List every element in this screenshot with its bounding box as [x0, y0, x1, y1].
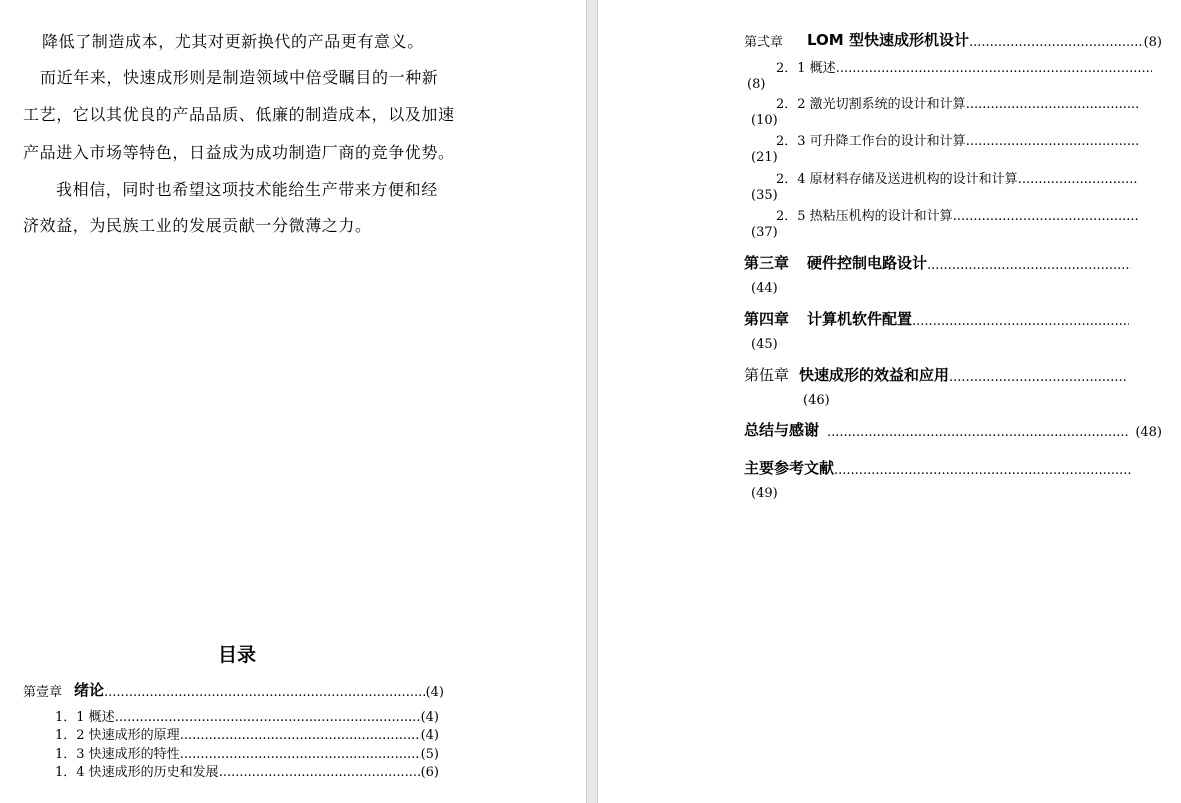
- summary-title: 总结与感谢: [744, 421, 820, 439]
- chapter-number: 第四章: [744, 310, 790, 328]
- section-label: 2．3 可升降工作台的设计和计算: [776, 134, 966, 149]
- toc-entry-references[interactable]: [744, 456, 1131, 478]
- toc-entry-section-2-3[interactable]: [776, 131, 1138, 149]
- leader-dots: [180, 728, 421, 743]
- toc-entry-section-2-5[interactable]: [776, 206, 1138, 224]
- leader-dots: [1018, 172, 1138, 187]
- paragraph-line-2: 而近年来，快速成形则是制造领域中倍受瞩目的一种新: [40, 68, 439, 87]
- toc-entry-section-2-2[interactable]: [776, 94, 1138, 112]
- chapter-title: 绪论: [74, 681, 105, 699]
- page-number: (44): [751, 281, 778, 296]
- paragraph-line-4: 产品进入市场等特色，日益成为成功制造厂商的竞争优势。: [23, 143, 455, 162]
- toc-entry-section-1-2[interactable]: [55, 725, 439, 743]
- page-number: (4): [425, 685, 444, 700]
- leader-dots: [115, 710, 421, 725]
- toc-entry-summary[interactable]: [744, 418, 1162, 440]
- section-label: 1．2 快速成形的原理: [55, 728, 180, 743]
- page-number: (4): [420, 710, 439, 725]
- toc-title: 目录: [218, 644, 257, 666]
- chapter-number: 第弍章: [744, 35, 784, 50]
- chapter-title: 快速成形的效益和应用: [799, 366, 950, 384]
- toc-entry-section-2-4[interactable]: [776, 169, 1138, 187]
- leader-dots: [953, 209, 1138, 224]
- toc-entry-section-1-4[interactable]: [55, 762, 439, 780]
- section-label: 2．4 原材料存储及送进机构的设计和计算: [776, 172, 1018, 187]
- toc-entry-chapter-5[interactable]: [744, 363, 1128, 385]
- page-number: (6): [420, 765, 439, 780]
- leader-dots: [836, 61, 1152, 76]
- leader-dots: [927, 258, 1131, 273]
- page-number: (48): [1135, 425, 1162, 440]
- chapter-number: 第伍章: [744, 366, 790, 384]
- section-label: 1．4 快速成形的历史和发展: [55, 765, 219, 780]
- paragraph-line-5: 我相信，同时也希望这项技术能给生产带来方便和经: [56, 180, 438, 199]
- toc-entry-chapter-3[interactable]: [744, 251, 1131, 273]
- right-document-page: [598, 0, 1181, 803]
- toc-entry-chapter-4[interactable]: [744, 307, 1129, 329]
- paragraph-line-1: 降低了制造成本，尤其对更新换代的产品更有意义。: [42, 32, 424, 51]
- leader-dots: [827, 425, 1129, 440]
- page-number: (21): [751, 150, 778, 165]
- leader-dots: [966, 97, 1138, 112]
- page-number: (8): [747, 77, 766, 92]
- chapter-title: 硬件控制电路设计: [807, 254, 928, 272]
- toc-entry-chapter-1[interactable]: [23, 678, 444, 700]
- paragraph-line-3: 工艺，它以其优良的产品品质、低廉的制造成本，以及加速: [23, 105, 455, 124]
- page-number: (35): [751, 188, 778, 203]
- page-number: (45): [751, 337, 778, 352]
- page-number: (37): [751, 225, 778, 240]
- page-gutter: [586, 0, 598, 803]
- section-label: 2．1 概述: [776, 61, 836, 76]
- page-number: (46): [803, 393, 830, 408]
- toc-entry-section-1-1[interactable]: [55, 707, 439, 725]
- section-label: 1．1 概述: [55, 710, 115, 725]
- left-document-page: [0, 0, 586, 803]
- chapter-title: 计算机软件配置: [807, 310, 913, 328]
- section-label: 2．2 激光切割系统的设计和计算: [776, 97, 966, 112]
- page-number: (8): [1143, 35, 1162, 50]
- leader-dots: [180, 747, 421, 762]
- leader-dots: [966, 134, 1138, 149]
- chapter-number: 第壹章: [23, 685, 63, 700]
- leader-dots: [912, 314, 1129, 329]
- toc-entry-section-2-1[interactable]: [776, 58, 1152, 76]
- page-number: (10): [751, 113, 778, 128]
- page-number: (5): [420, 747, 439, 762]
- toc-entry-section-1-3[interactable]: [55, 744, 439, 762]
- toc-entry-chapter-2[interactable]: [744, 28, 1162, 50]
- page-number: (49): [751, 486, 778, 501]
- leader-dots: [969, 35, 1144, 50]
- section-label: 1．3 快速成形的特性: [55, 747, 180, 762]
- references-title: 主要参考文献: [744, 459, 835, 477]
- leader-dots: [834, 463, 1131, 478]
- leader-dots: [219, 765, 421, 780]
- section-label: 2．5 热粘压机构的设计和计算: [776, 209, 953, 224]
- leader-dots: [104, 685, 426, 700]
- chapter-number: 第三章: [744, 254, 790, 272]
- paragraph-line-6: 济效益，为民族工业的发展贡献一分微薄之力。: [23, 216, 372, 235]
- leader-dots: [949, 370, 1128, 385]
- page-number: (4): [420, 728, 439, 743]
- chapter-title: LOM 型快速成形机设计: [807, 31, 969, 49]
